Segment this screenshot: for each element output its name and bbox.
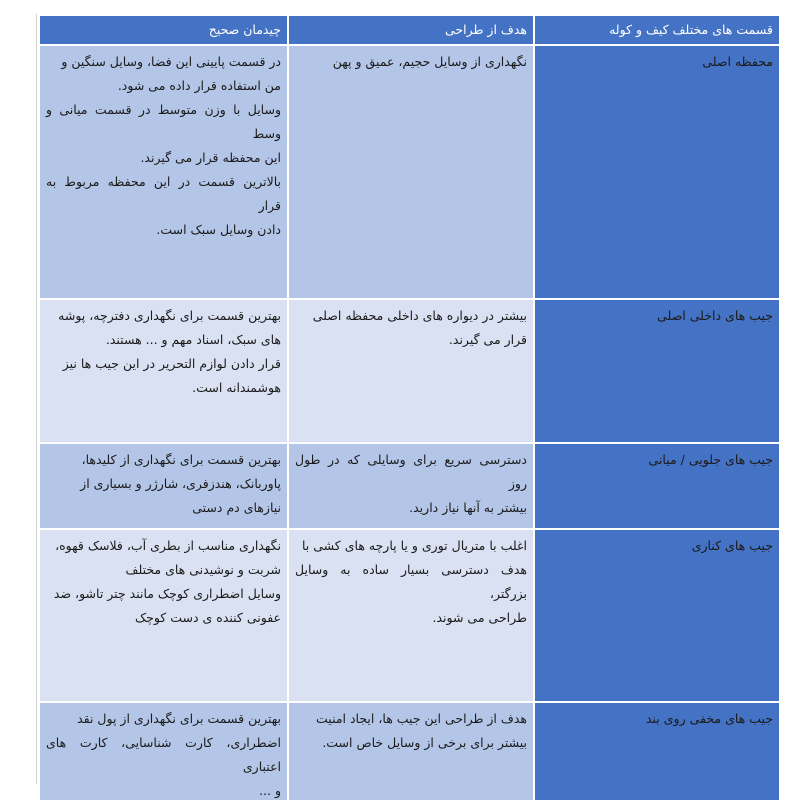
text-line: بیشتر در دیواره های داخلی محفظه اصلی bbox=[312, 308, 527, 323]
arrangement-cell bbox=[39, 443, 288, 529]
text-line: طراحی می شوند. bbox=[432, 610, 527, 625]
text-line: بیشتر به آنها نیاز دارید. bbox=[409, 500, 527, 515]
arrangement-cell bbox=[39, 702, 288, 800]
text-line: اضطراری، کارت شناسایی، کارت های اعتباری bbox=[46, 735, 281, 774]
bag-sections-table bbox=[38, 14, 781, 800]
header-section: قسمت های مختلف کیف و کوله bbox=[534, 15, 780, 45]
text-line: نگهداری مناسب از بطری آب، فلاسک قهوه، bbox=[55, 538, 281, 553]
text-line: دادن وسایل سبک است. bbox=[156, 222, 281, 237]
purpose-cell bbox=[288, 529, 534, 702]
section-cell: جیب های مخفی روی بند bbox=[534, 702, 780, 800]
arrangement-cell bbox=[39, 299, 288, 443]
text-line: بالاترین قسمت در این محفظه مربوط به قرار bbox=[46, 174, 281, 213]
purpose-cell bbox=[288, 443, 534, 529]
text-line: قرار دادن لوازم التحریر در این جیب ها نیز bbox=[62, 356, 281, 371]
section-cell: جیب های کناری bbox=[534, 529, 780, 702]
text-line: هوشمندانه است. bbox=[192, 380, 281, 395]
text-line: دسترسی سریع برای وسایلی که در طول روز bbox=[295, 452, 527, 491]
text-line: هدف از طراحی این جیب ها، ایجاد امنیت bbox=[316, 711, 527, 726]
text-line: این محفظه قرار می گیرند. bbox=[140, 150, 281, 165]
text-line: و ... bbox=[259, 783, 281, 798]
text-line: هدف دسترسی بسیار ساده به وسایل بزرگتر، bbox=[295, 562, 527, 601]
table-row bbox=[39, 529, 780, 702]
text-line: بهترین قسمت برای نگهداری دفترچه، پوشه bbox=[58, 308, 281, 323]
section-cell: جیب های داخلی اصلی bbox=[534, 299, 780, 443]
text-line: وسایل با وزن متوسط در قسمت میانی و وسط bbox=[46, 102, 281, 141]
text-line: اغلب با متریال توری و یا پارچه های کشی با bbox=[301, 538, 527, 553]
text-line: پاوربانک، هندزفری، شارژر و بسیاری از bbox=[80, 476, 281, 491]
text-line: عفونی کننده ی دست کوچک bbox=[134, 610, 281, 625]
text-line: بیشتر برای برخی از وسایل خاص است. bbox=[322, 735, 527, 750]
text-line: نگهداری از وسایل حجیم، عمیق و پهن bbox=[332, 54, 527, 69]
text-line: های سبک، اسناد مهم و ... هستند. bbox=[105, 332, 281, 347]
table-row bbox=[39, 45, 780, 299]
table-row bbox=[39, 702, 780, 800]
table-row bbox=[39, 299, 780, 443]
section-cell: جیب های جلویی / میانی bbox=[534, 443, 780, 529]
text-line: بهترین قسمت برای نگهداری از کلیدها، bbox=[81, 452, 281, 467]
header-purpose: هدف از طراحی bbox=[288, 15, 534, 45]
page-margin-line bbox=[36, 14, 37, 784]
arrangement-cell bbox=[39, 45, 288, 299]
header-arrangement: چیدمان صحیح bbox=[39, 15, 288, 45]
table-row bbox=[39, 443, 780, 529]
purpose-cell bbox=[288, 299, 534, 443]
text-line: من استفاده قرار داده می شود. bbox=[117, 78, 281, 93]
table-header-row bbox=[39, 15, 780, 45]
text-line: وسایل اضطراری کوچک مانند چتر تاشو، ضد bbox=[53, 586, 281, 601]
section-cell: محفظه اصلی bbox=[534, 45, 780, 299]
text-line: قرار می گیرند. bbox=[448, 332, 527, 347]
purpose-cell bbox=[288, 702, 534, 800]
text-line: نیازهای دم دستی bbox=[192, 500, 281, 515]
purpose-cell bbox=[288, 45, 534, 299]
text-line: شربت و نوشیدنی های مختلف bbox=[125, 562, 281, 577]
text-line: بهترین قسمت برای نگهداری از پول نقد bbox=[77, 711, 281, 726]
text-line: در قسمت پایینی این فضا، وسایل سنگین و bbox=[61, 54, 281, 69]
arrangement-cell bbox=[39, 529, 288, 702]
